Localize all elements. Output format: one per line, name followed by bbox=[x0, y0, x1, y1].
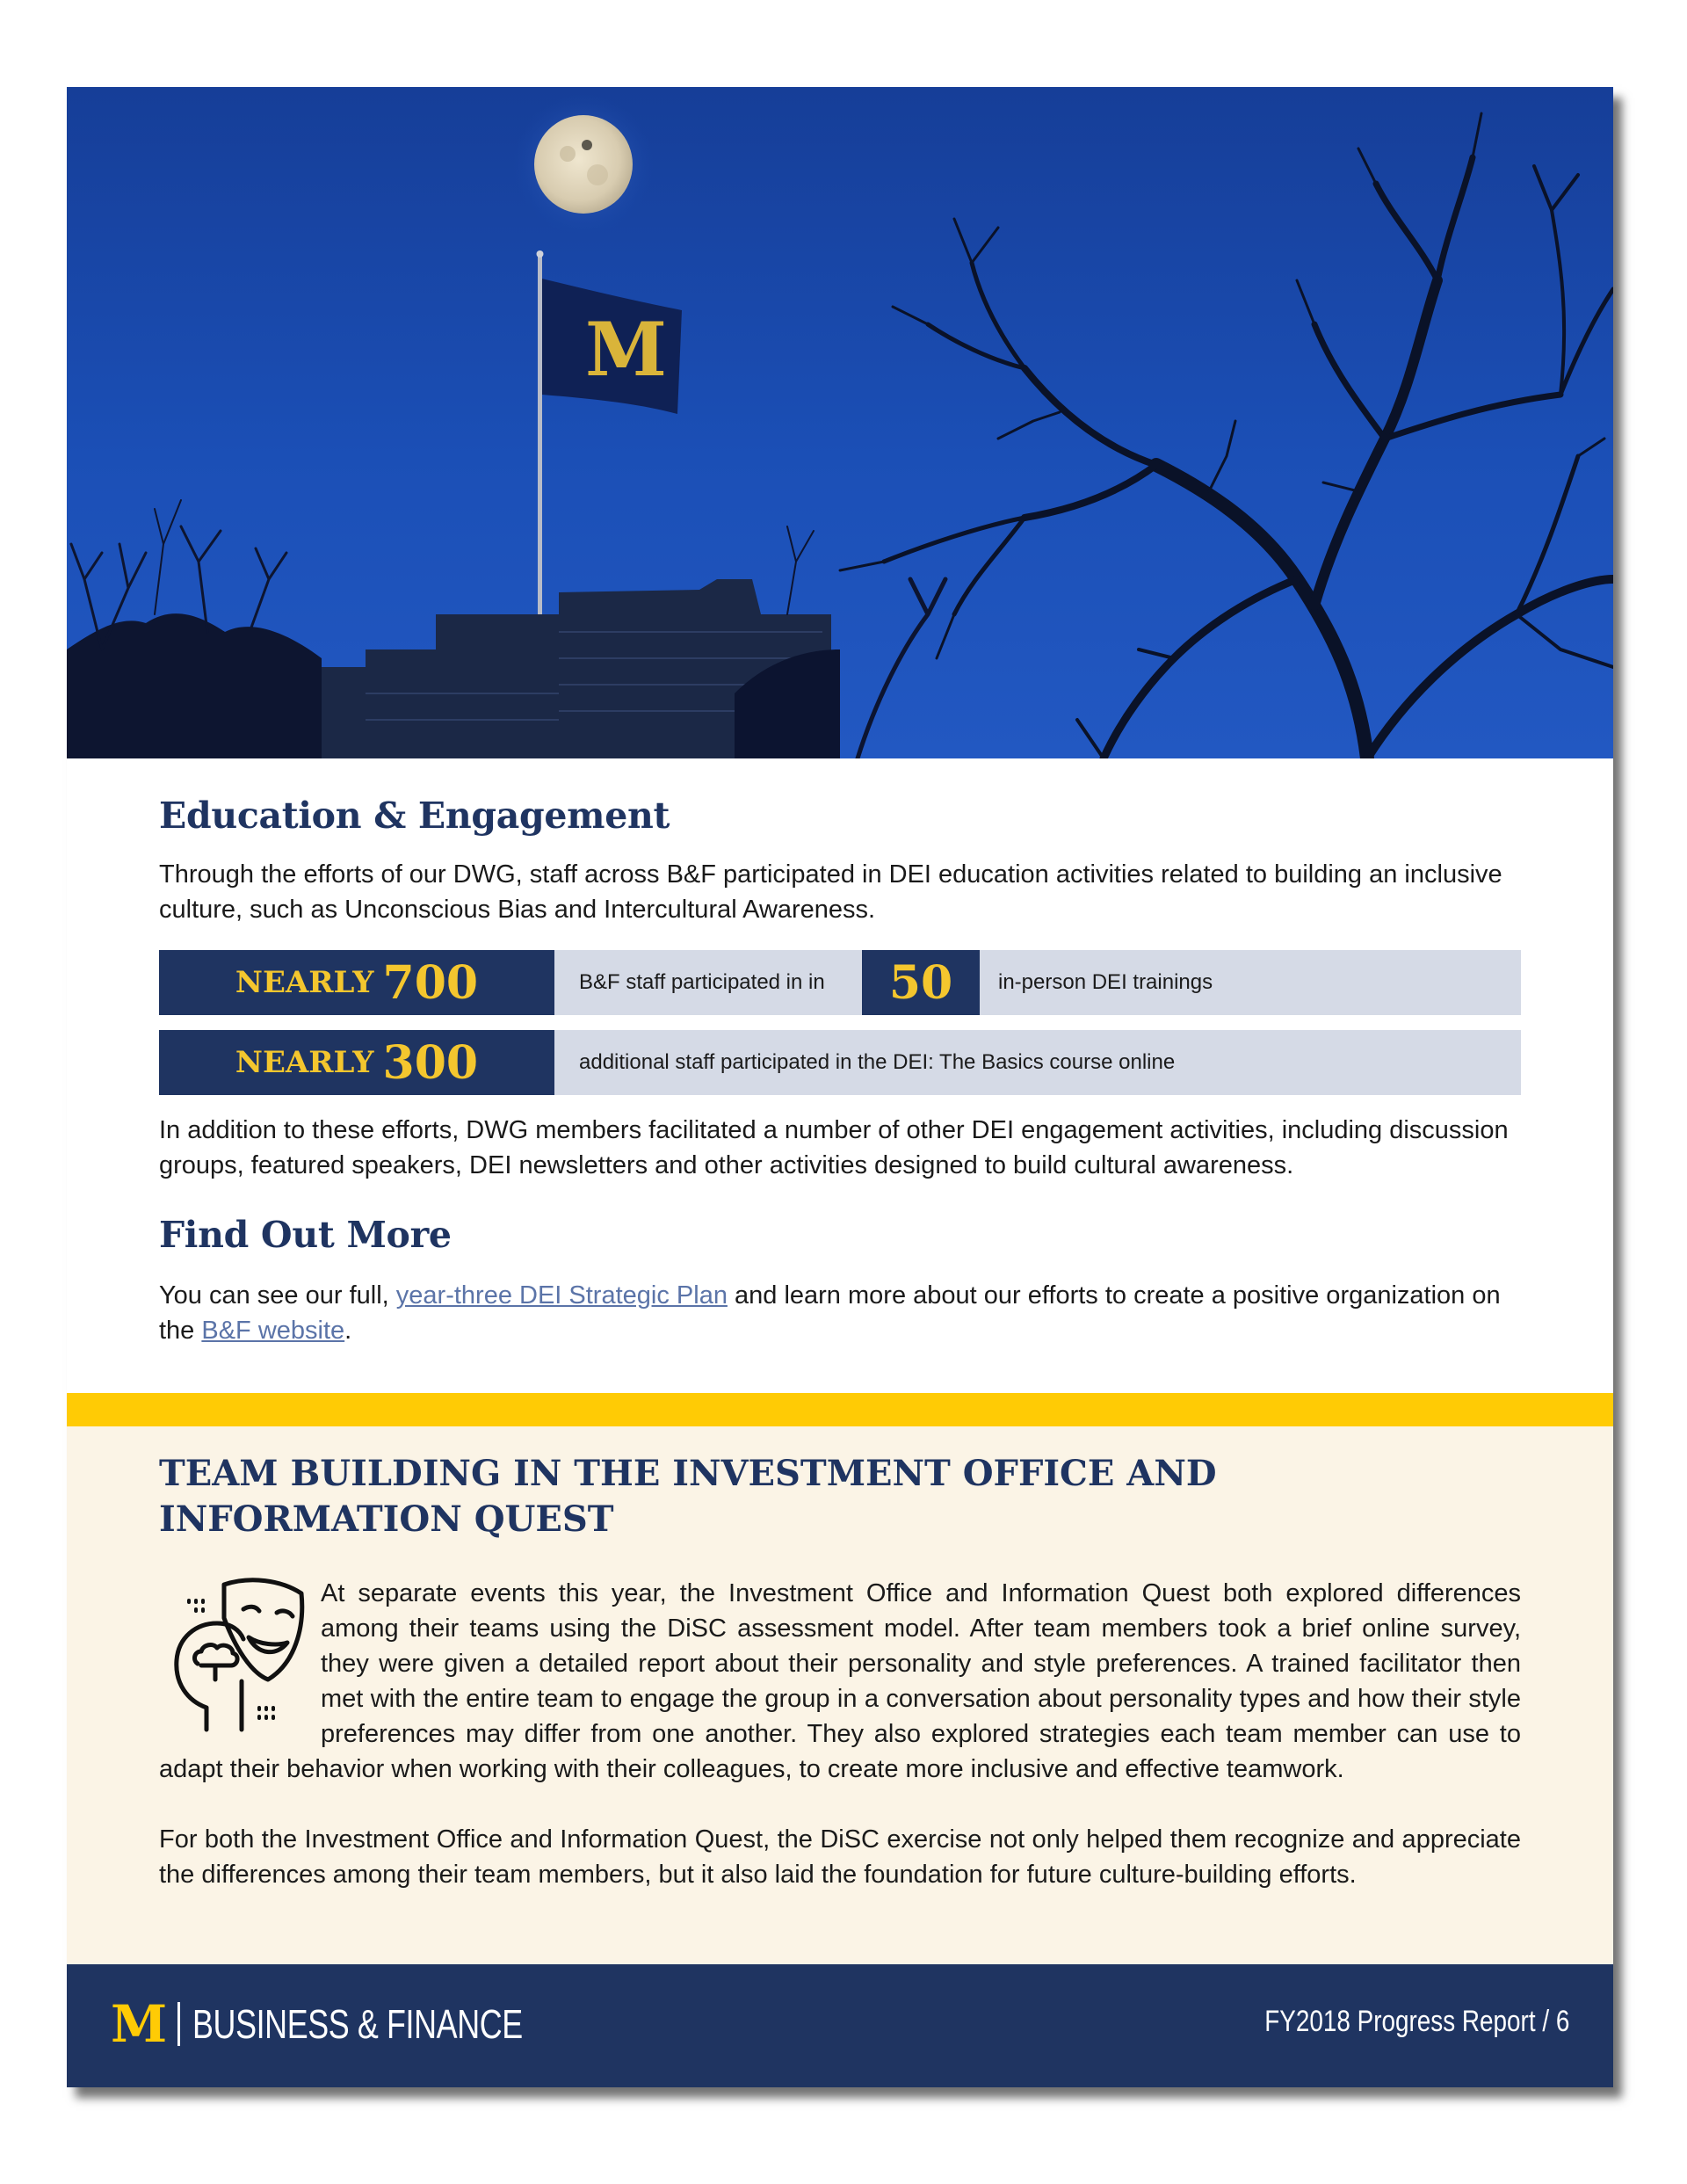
find-out-more-text-1: You can see our full, bbox=[159, 1281, 396, 1310]
education-heading: Education & Engagement bbox=[159, 795, 670, 837]
footer-bar bbox=[67, 1964, 1613, 2087]
team-building-heading-line2: INFORMATION QUEST bbox=[159, 1498, 614, 1540]
stat-1b-text: in-person DEI trainings bbox=[998, 970, 1213, 994]
find-out-more-text-2: and learn more about our efforts to create a positive organization on the bbox=[159, 1281, 1501, 1345]
bf-website-link[interactable]: B&F website bbox=[201, 1317, 345, 1345]
gold-divider bbox=[67, 1393, 1613, 1426]
find-out-more-section bbox=[159, 1214, 1521, 1256]
education-followup: In addition to these efforts, DWG members facilitated a number of other DEI engagement activities, including discussion groups, featured speakers, DEI newsletters and other activities designed to build cultural awareness. bbox=[159, 1116, 1509, 1179]
team-building-para-2: For both the Investment Office and Information Quest, the DiSC exercise not only helped them recognize and appreciate the differences among their team members, but it also laid the foundation for future culture-building efforts. bbox=[159, 1825, 1521, 1889]
education-section bbox=[159, 795, 1521, 837]
team-building-heading-line1: TEAM BUILDING IN THE INVESTMENT OFFICE AND bbox=[159, 1453, 1217, 1494]
dei-strategic-plan-link[interactable]: year-three DEI Strategic Plan bbox=[395, 1281, 728, 1310]
education-intro: Through the efforts of our DWG, staff across B&F participated in DEI education activities related to building an inclusive culture, such as Unconscious Bias and Intercultural Awareness. bbox=[159, 860, 1502, 924]
team-building-heading bbox=[159, 1451, 1521, 1542]
stat-2-prefix: NEARLY bbox=[235, 1045, 374, 1080]
theater-masks-head-icon bbox=[154, 1576, 321, 1743]
brand-name: BUSINESS & FINANCE bbox=[192, 2001, 523, 2047]
stat-1-prefix: NEARLY bbox=[235, 965, 374, 1000]
find-out-more-heading: Find Out More bbox=[159, 1214, 452, 1256]
find-out-more-text-wrap bbox=[159, 1278, 1521, 1348]
find-out-more-text bbox=[159, 1278, 1521, 1348]
stat-row-2 bbox=[159, 1030, 1521, 1095]
stat-1-text: B&F staff participated in in bbox=[579, 970, 825, 994]
stat-2-text: additional staff participated in the DEI: The Basics course online bbox=[579, 1050, 1176, 1074]
stat-2-number: 300 bbox=[382, 1035, 479, 1090]
stat-1-number: 700 bbox=[382, 955, 479, 1010]
team-building-body bbox=[159, 1576, 1521, 1892]
education-intro-wrap bbox=[159, 857, 1521, 927]
stat-1b-number: 50 bbox=[888, 955, 953, 1010]
business-finance-logo bbox=[111, 1994, 616, 2054]
block-m-logo: M bbox=[111, 1994, 168, 2054]
find-out-more-text-3: . bbox=[344, 1317, 352, 1345]
stat-row-1 bbox=[159, 950, 1521, 1015]
stat-2-box bbox=[159, 1030, 554, 1095]
report-page-label: FY2018 Progress Report / 6 bbox=[1263, 2005, 1569, 2038]
education-followup-wrap bbox=[159, 1113, 1521, 1183]
team-building-heading-wrap bbox=[159, 1451, 1521, 1542]
report-page bbox=[67, 87, 1613, 2087]
stat-1-box bbox=[159, 950, 554, 1015]
stat-1b-box bbox=[862, 950, 980, 1015]
hero-photo bbox=[67, 87, 1613, 758]
svg-text:M: M bbox=[585, 306, 667, 393]
logo-divider bbox=[177, 2002, 180, 2046]
team-building-para-1: At separate events this year, the Investment Office and Information Quest both explored differences among their teams using the DiSC assessment model. After team members took a brief online survey, they were given a detailed report about their personality and style preferences. A trained facilitator then met with the entire team to engage the group in a conversation about personality types and how their style preferences may differ from one another. They also explored strategies each team member can use to adapt their behavior when working with their colleagues, to create more inclusive and effective teamwork. bbox=[159, 1579, 1521, 1783]
